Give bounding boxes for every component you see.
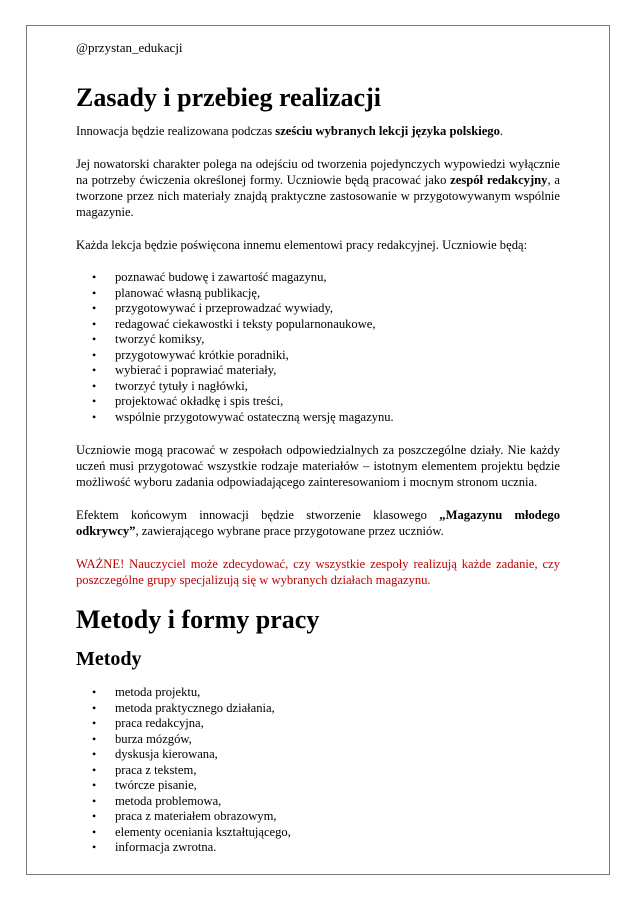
task-list-item [76, 270, 560, 286]
task-list-item [76, 379, 560, 395]
task-list-item [76, 301, 560, 317]
paragraph-character [76, 156, 560, 220]
method-list-item [76, 716, 560, 732]
list-item-text: informacja zwrotna. [115, 840, 217, 854]
bold-text-team: zespół redakcyjny [450, 173, 548, 187]
bullet-icon: • [92, 716, 97, 730]
bullet-icon: • [92, 731, 97, 746]
list-item-text: burza mózgów, [115, 731, 192, 746]
page-content [76, 40, 560, 856]
task-list-item [76, 410, 560, 426]
task-list-item [76, 363, 560, 379]
list-item-text: redagować ciekawostki i teksty popularnonaukowe, [115, 316, 376, 331]
bullet-icon: • [92, 316, 97, 331]
bullet-icon: • [92, 270, 97, 284]
subsection-title-metody: Metody [76, 648, 142, 670]
bullet-icon: • [92, 394, 97, 408]
method-list-item [76, 778, 560, 794]
method-list-item [76, 794, 560, 810]
section-title-metody-formy: Metody i formy pracy [76, 605, 320, 634]
bullet-icon: • [92, 762, 97, 777]
method-list-item [76, 809, 560, 825]
section-title-zasady: Zasady i przebieg realizacji [76, 83, 381, 112]
tasks-list [76, 270, 560, 425]
text-run: , a tworzone przez nich materiały znajdą praktyczne zastosowanie w przygotowywanym wspólnie magazynie. [76, 173, 561, 219]
list-item-text: przygotowywać i przeprowadzać wywiady, [115, 301, 334, 315]
task-list-item [76, 317, 560, 333]
bullet-icon: • [92, 285, 97, 300]
list-item-text: praca redakcyjna, [115, 716, 204, 730]
list-item-text: elementy oceniania kształtującego, [115, 824, 291, 839]
bullet-icon: • [92, 301, 97, 315]
task-list-item [76, 332, 560, 348]
bullet-icon: • [92, 363, 97, 377]
bullet-icon: • [92, 378, 97, 393]
text-run: Jej nowatorski charakter polega na odejściu od tworzenia pojedynczych wypowiedzi wyłącznie na potrzeby ćwiczenia określonej formy. Uczniowie będą pracować jako [76, 157, 560, 187]
bullet-icon: • [92, 809, 97, 823]
bullet-icon: • [92, 332, 97, 346]
list-item-text: praca z materiałem obrazowym, [115, 809, 277, 823]
list-item-text: dyskusja kierowana, [115, 747, 218, 761]
list-item-text: praca z tekstem, [115, 762, 197, 777]
author-handle: @przystan_edukacji [76, 40, 183, 55]
text-run: Efektem końcowym innowacji będzie stworzenie klasowego [76, 508, 440, 522]
list-item-text: wybierać i poprawiać materiały, [115, 363, 277, 377]
paragraph-teams: Uczniowie mogą pracować w zespołach odpowiedzialnych za poszczególne działy. Nie każdy uczeń musi przygotować wszystkie rodzaje materiałów – istotnym elementem projektu będzie możliwość wyboru zadania odpowiadającego zainteresowaniom i mocnym stronom ucznia. [76, 443, 560, 489]
bullet-icon: • [92, 840, 97, 854]
method-list-item [76, 747, 560, 763]
bullet-icon: • [92, 778, 97, 792]
bullet-icon: • [92, 700, 97, 715]
list-item-text: projektować okładkę i spis treści, [115, 394, 284, 408]
list-item-text: metoda problemowa, [115, 793, 222, 808]
warning-note: WAŻNE! Nauczyciel może zdecydować, czy wszystkie zespoły realizują każde zadanie, czy poszczególne grupy specjalizują się w wybranych działach magazynu. [76, 557, 560, 587]
list-item-text: metoda praktycznego działania, [115, 700, 275, 715]
list-item-text: tworzyć komiksy, [115, 332, 205, 346]
text-run: , zawierającego wybrane prace przygotowane przez uczniów. [135, 524, 444, 538]
methods-list [76, 685, 560, 856]
bullet-icon: • [92, 793, 97, 808]
text-run: Innowacja będzie realizowana podczas [76, 124, 276, 138]
task-list-item [76, 394, 560, 410]
bullet-icon: • [92, 747, 97, 761]
bold-text-lessons: sześciu wybranych lekcji języka polskiego [275, 124, 500, 138]
method-list-item [76, 763, 560, 779]
list-item-text: poznawać budowę i zawartość magazynu, [115, 270, 327, 284]
list-item-text: tworzyć tytuły i nagłówki, [115, 378, 248, 393]
bold-text-magazine: „Magazynu młodego odkrywcy” [76, 508, 560, 538]
list-item-text: planować własną publikację, [115, 285, 261, 300]
task-list-item [76, 348, 560, 364]
method-list-item [76, 732, 560, 748]
paragraph-lessons: Każda lekcja będzie poświęcona innemu elementowi pracy redakcyjnej. Uczniowie będą: [76, 238, 528, 252]
method-list-item [76, 685, 560, 701]
method-list-item [76, 825, 560, 841]
list-item-text: wspólnie przygotowywać ostateczną wersję magazynu. [115, 409, 394, 424]
paragraph-effect [76, 507, 560, 539]
paragraph-intro [76, 123, 560, 139]
task-list-item [76, 286, 560, 302]
list-item-text: przygotowywać krótkie poradniki, [115, 347, 289, 362]
list-item-text: metoda projektu, [115, 685, 201, 699]
bullet-icon: • [92, 685, 97, 699]
document-page [26, 25, 610, 875]
bullet-icon: • [92, 409, 97, 424]
list-item-text: twórcze pisanie, [115, 778, 197, 792]
bullet-icon: • [92, 824, 97, 839]
bullet-icon: • [92, 347, 97, 362]
text-run: . [499, 124, 504, 138]
method-list-item [76, 840, 560, 856]
method-list-item [76, 701, 560, 717]
